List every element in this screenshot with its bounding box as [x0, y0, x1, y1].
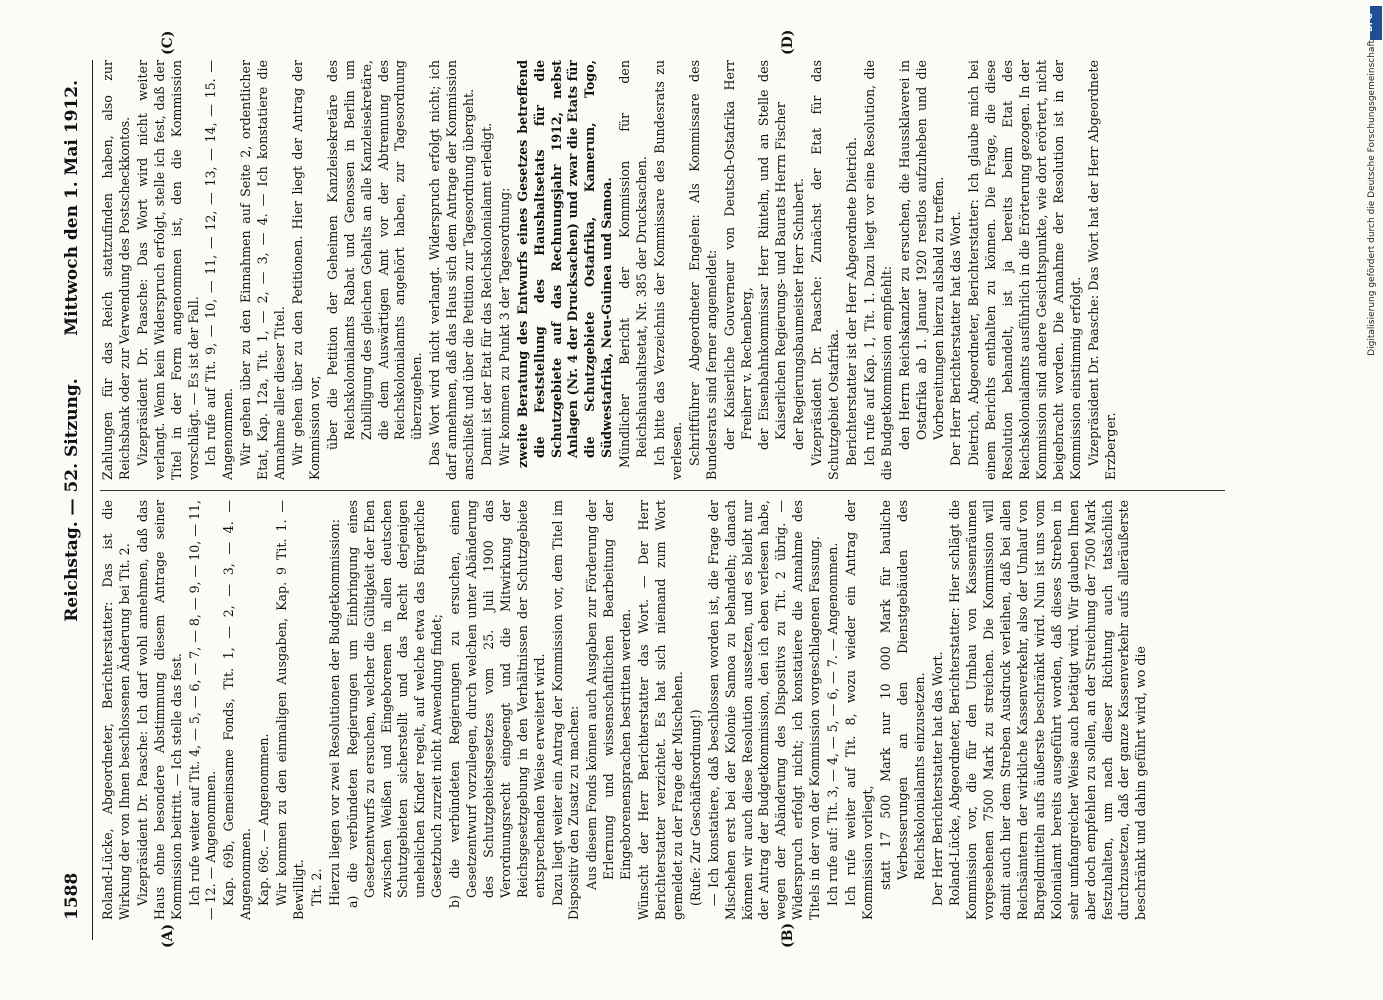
left-column [100, 500, 1260, 920]
paragraph: Ich rufe auf Kap. 1, Tit. 1. Dazu liegt vor eine Resolution, die die Budgetkommission empfiehlt: [861, 60, 894, 480]
commissioner-entry: der Regierungsbaumeister Herr Schubert. [791, 178, 807, 450]
paragraph: Wir gehen über zu den Einnahmen auf Seite 2, ordentlicher Etat, Kap. 12a, Tit. 1, — 2, — 3, — 4. — Ich konstatiere die Annahme aller dieser Titel. [238, 60, 288, 480]
paragraph: Zahlungen für das Reich stattzufinden haben, also zur Reichsbank oder zur Verwendung des Postscheckkontos. [100, 60, 132, 480]
paragraph: Wir kommen zu Punkt 3 der Tagesordnung: [496, 187, 512, 466]
paragraph: Das Wort wird nicht verlangt. Widerspruch erfolgt nicht; ich darf annehmen, daß das Haus sich dem Antrage der Kommission anschließt und über die Petition zur Tagesordnung übergeht. [427, 60, 477, 480]
session-date: Mittwoch den 1. Mai 1912. [62, 80, 82, 336]
paragraph: Wünscht der Herr Berichterstatter das Wort. — Der Herr Berichterstatter verzichtet. Es hat sich niemand zum Wort gemeldet zu der Frage der Mischehen. [636, 500, 685, 920]
agenda-item: zweite Beratung des Entwurfs eines Gesetzes betreffend die Feststellung des Haushaltsetats für die Schutzgebiete auf das Rechnungsjahr 1912, nebst Anlagen (Nr. 4 der Drucksachen) und zwar die Etats für die Schutzgebiete Ostafrika, Kamerun, Togo, Südwestafrika, Neu-Guinea und Samoa. [514, 60, 615, 468]
paragraph: Ich bitte das Verzeichnis der Kommissare des Bundesrats zu verlesen. [652, 60, 684, 480]
resolution-item: a) die verbündeten Regierungen um Einbringung eines Gesetzentwurfs zu ersuchen, welcher die Gültigkeit der Ehen zwischen Weißen und Eingeborenen in allen deutschen Schutzgebieten sicherstellt und das Recht derjenigen unehelichen Kinder regelt, auf welche etwa das Bürgerliche Gesetzbuch zurzeit nicht Anwendung findet; [344, 500, 445, 908]
page-number: 1588 [62, 872, 82, 920]
dfg-logo [1364, 6, 1382, 40]
paragraph: Vizepräsident Dr. Paasche: Das Wort hat der Herr Abgeordnete Erzberger. [1085, 60, 1118, 480]
paragraph: — Ich konstatiere, daß beschlossen worden ist, die Frage der Mischehen erst bei der Kolonie Samoa zu behandeln; danach können wir auch diese Resolution aussetzen, und es bleibt nur der Antrag der Budgetkommission, den ich eben verlesen habe, wegen der Abänderung des Dispositivs zu Tit. 2 übrig. — Widerspruch erfolgt nicht; ich konstatiere die Annahme des Titels in der von der Kommission vorgeschlagenen Fassung. [705, 500, 823, 920]
paragraph: Damit ist der Etat für das Reichskolonialamt erledigt. [478, 122, 494, 466]
header-rule [92, 60, 93, 940]
resolution-item: b) die verbündeten Regierungen zu ersuchen, einen Gesetzentwurf vorzulegen, durch welchen unter Abänderung des Schutzgebietsgesetzes vom 25. Juli 1900 das Verordnungsrecht eingeengt und die Mitwirkung der Reichsgesetzgebung in den Verhältnissen der Schutzgebiete entsprechenden Weise erweitert wird. [447, 500, 547, 908]
right-column [100, 60, 1260, 480]
credit-strip [1362, 0, 1382, 1000]
paragraph: Tit. 2. [308, 868, 324, 906]
paragraph: Mündlicher Bericht der Kommission für den Reichshaushaltsetat, Nr. 385 der Drucksachen. [617, 60, 650, 468]
quoted-motion: Aus diesem Fonds können auch Ausgaben zur Förderung der Erlernung und wissenschaftlichen Bearbeitung der Eingeborenensprachen bestritten werden. [584, 500, 634, 890]
paragraph: Kap. 69b, Gemeinsame Fonds, Tit. 1, — 2, — 3, — 4. — Angenommen. [221, 500, 254, 920]
paragraph: Dazu liegt weiter ein Antrag der Kommission vor, dem Titel im Dispositiv den Zusatz zu machen: [549, 500, 582, 920]
paragraph: Ich rufe weiter auf Tit. 8, wozu wieder ein Antrag der Kommission vorliegt, [842, 500, 875, 920]
paragraph: Der Herr Berichterstatter hat das Wort. [948, 211, 964, 466]
quoted-motion: statt 17 500 Mark nur 10 000 Mark für bauliche Verbesserungen an den Dienstgebäuden des Reichskolonialamts einzusetzen. [877, 500, 927, 890]
running-header [62, 80, 90, 920]
quoted-motion: den Herrn Reichskanzler zu ersuchen, die Haussklaverei in Ostafrika ab 1. Januar 1920 restlos aufzuheben und die Vorbereitungen hierzu alsbald zu treffen. [896, 60, 946, 450]
paragraph: Berichterstatter ist der Herr Abgeordnete Dietrich. [843, 137, 859, 466]
paragraph: Hierzu liegen vor zwei Resolutionen der Budgetkommission: [326, 518, 342, 906]
session-title: Reichstag. — 52. Sitzung. [62, 378, 82, 622]
paragraph: (Rufe: Zur Geschäftsordnung!) [687, 709, 703, 906]
paragraph: Vizepräsident Dr. Paasche: Das Wort wird nicht weiter verlangt. Wenn kein Widerspruch erfolgt, stelle ich fest, daß der Titel in der Form angenommen ist, den die Kommission vorschlägt. — Es ist der Fall. [134, 60, 201, 480]
funding-credit: Digitalisierung gefördert durch die Deutsche Forschungsgemeinschaft [1367, 40, 1377, 356]
paragraph: Ich rufe weiter auf Tit. 4, — 5, — 6, — 7, — 8, — 9, — 10, — 11, — 12. — Angenommen. [186, 500, 219, 920]
paragraph: Vizepräsident Dr. Paasche: Zunächst der Etat für das Schutzgebiet Ostafrika. [809, 60, 842, 480]
paragraph: Roland-Lücke, Abgeordneter, Berichterstatter: Hier schlägt die Kommission vor, die für den Umbau von Kassenräumen vorgesehenen 7500 Mark zu streichen. Die Kommission will damit auch hier dem Streben Ausdruck verleihen, daß bei allen Reichsämtern der wirkliche Kassenverkehr, also der Umlauf von Bargeldmitteln aufs äußerste beschränkt wird. Nun ist uns vom Kolonialamt bereits ausgeführt worden, daß dieses Streben in sehr umfangreicher Weise auch betätigt wird. Wir glauben Ihnen aber doch empfehlen zu sollen, an der Streichung der 7500 Mark festzuhalten, um nach dieser Richtung auch tatsächlich durchzusetzen, daß der ganze Kassenverkehr aufs alleräußerste beschränkt und dahin geführt wird, wo die [947, 500, 1149, 920]
paragraph: Kap. 69c. — Angenommen. [256, 733, 272, 906]
quoted-motion: über die Petition der Geheimen Kanzleisekretäre des Reichskolonialamts Rabat und Genossen in Berlin um Zubilligung des gleichen Gehalts an alle Kanzleisekretäre, die dem Auswärtigen Amt vor der Abtrennung des Reichskolonialamts angehört haben, zur Tagesordnung überzugehen. [324, 60, 425, 450]
paragraph: Wir gehen über zu den Petitionen. Hier liegt der Antrag der Kommission vor, [289, 60, 322, 480]
paragraph: Dietrich, Abgeordneter, Berichterstatter: Ich glaube mich bei einem Berichts enthalten zu können. Die Frage, die diese Resolution behandelt, ist ja bereits beim Etat des Reichskolonialamts ausführlich in die Erörterung gezogen. In der Kommission sind andere Gesichtspunkte, wie dort erörtert, nicht beigebracht worden. Die Annahme der Resolution ist in der Kommission einstimmig erfolgt. [966, 60, 1083, 480]
paragraph: Der Herr Berichterstatter hat das Wort. [929, 651, 945, 906]
dfg-logo-text: DFG [1364, 13, 1374, 32]
margin-mark-d: (D) [780, 29, 796, 55]
margin-mark-c: (C) [160, 30, 176, 55]
commissioner-entry: der Eisenbahnkommissar Herr Rinteln, und an Stelle des Kaiserlichen Regierungs- und Baurats Herrn Fischer [756, 60, 789, 450]
paragraph: Vizepräsident Dr. Paasche: Ich darf wohl annehmen, daß das Haus ohne besondere Abstimmung diesem Antrage seiner Kommission beitritt. — Ich stelle das fest. [134, 500, 184, 920]
paragraph: Ich rufe auf Tit. 9, — 10, — 11, — 12, — 13, — 14, — 15. — Angenommen. [203, 60, 236, 480]
paragraph: Schriftführer Abgeordneter Engelen: Als Kommissare des Bundesrats sind ferner angemeldet: [686, 60, 719, 480]
paragraph: Ich rufe auf: Tit. 3, — 4, — 5, — 6, — 7. — Angenommen. [825, 542, 841, 906]
paragraph: Wir kommen zu den einmaligen Ausgaben, Kap. 9 Tit. 1. — Bewilligt. [274, 500, 306, 920]
column-divider [100, 490, 1225, 491]
commissioner-entry: der Kaiserliche Gouverneur von Deutsch-Ostafrika Herr Freiherr v. Rechenberg, [721, 60, 754, 450]
margin-mark-a: (A) [160, 923, 176, 948]
margin-mark-b: (B) [780, 922, 796, 948]
paragraph: Roland-Lücke, Abgeordneter, Berichterstatter: Das ist die Wirkung der von Ihnen beschlossenen Änderung bei Tit. 2. [100, 500, 132, 920]
